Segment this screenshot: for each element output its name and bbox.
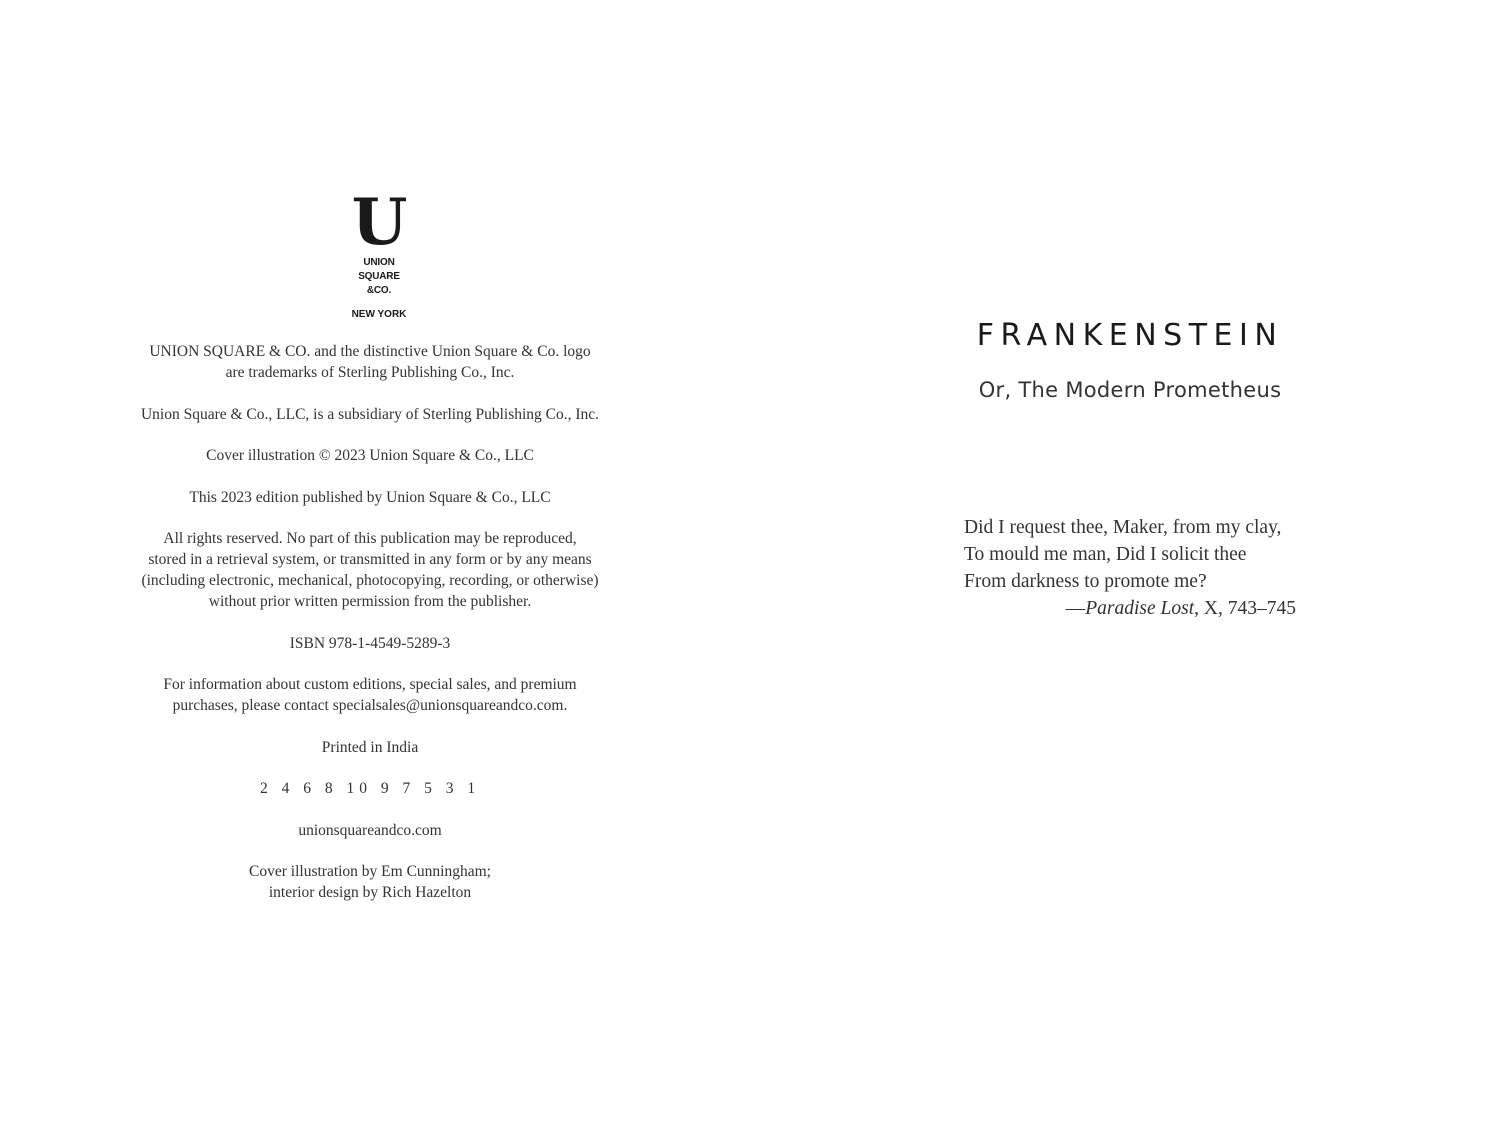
rights-line: (including electronic, mechanical, photocopying, recording, or otherwise)	[141, 572, 599, 589]
credits	[100, 861, 640, 903]
epigraph-line: From darkness to promote me?	[964, 571, 1207, 592]
logo-city: NEW YORK	[351, 309, 407, 320]
title-page	[760, 0, 1500, 1143]
attribution-work: Paradise Lost	[1085, 598, 1195, 619]
subsidiary-notice: Union Square & Co., LLC, is a subsidiary of Sterling Publishing Co., Inc.	[140, 405, 600, 423]
logo-name-line: UNION	[363, 257, 395, 268]
epigraph-attribution	[964, 595, 1296, 622]
rights-line: stored in a retrieval system, or transmitted in any form or by any means	[148, 551, 592, 568]
rights-notice	[100, 528, 640, 612]
logo-name-line: &CO.	[366, 285, 392, 296]
attribution-dash: —	[1065, 598, 1086, 619]
copyright-page	[0, 0, 740, 1143]
epigraph-line: Did I request thee, Maker, from my clay,	[964, 517, 1282, 538]
book-title: FRANKENSTEIN	[976, 318, 1284, 353]
cover-copyright: Cover illustration © 2023 Union Square & Co., LLC	[206, 447, 534, 464]
copyright-text-block	[100, 341, 640, 924]
credits-line: interior design by Rich Hazelton	[268, 884, 472, 901]
book-subtitle: Or, The Modern Prometheus	[978, 378, 1282, 402]
trademark-line: are trademarks of Sterling Publishing Co., Inc.	[225, 364, 515, 381]
trademark-notice	[100, 341, 640, 383]
trademark-line: UNION SQUARE & CO. and the distinctive Union Square & Co. logo	[149, 343, 591, 360]
credits-line: Cover illustration by Em Cunningham;	[249, 863, 491, 880]
special-sales-notice	[100, 674, 640, 716]
isbn: ISBN 978-1-4549-5289-3	[289, 634, 451, 652]
rights-line: without prior written permission from the publisher.	[208, 593, 532, 610]
logo-name-line: SQUARE	[358, 271, 400, 282]
printing-line: 2 4 6 8 10 9 7 5 3 1	[259, 780, 481, 797]
edition-notice: This 2023 edition published by Union Square & Co., LLC	[189, 488, 551, 506]
special-sales-line: purchases, please contact specialsales@unionsquareandco.com.	[172, 697, 568, 714]
special-sales-line: For information about custom editions, special sales, and premium	[163, 676, 577, 693]
rights-line: All rights reserved. No part of this publication may be reproduced,	[163, 530, 577, 547]
epigraph-line: To mould me man, Did I solicit thee	[964, 544, 1247, 565]
attribution-reference: , X, 743–745	[1194, 598, 1296, 619]
epigraph	[964, 514, 1296, 622]
publisher-logo	[329, 185, 429, 320]
website: unionsquareandco.com	[298, 821, 442, 839]
logo-letter: U	[351, 185, 407, 260]
printed-in: Printed in India	[321, 738, 419, 756]
